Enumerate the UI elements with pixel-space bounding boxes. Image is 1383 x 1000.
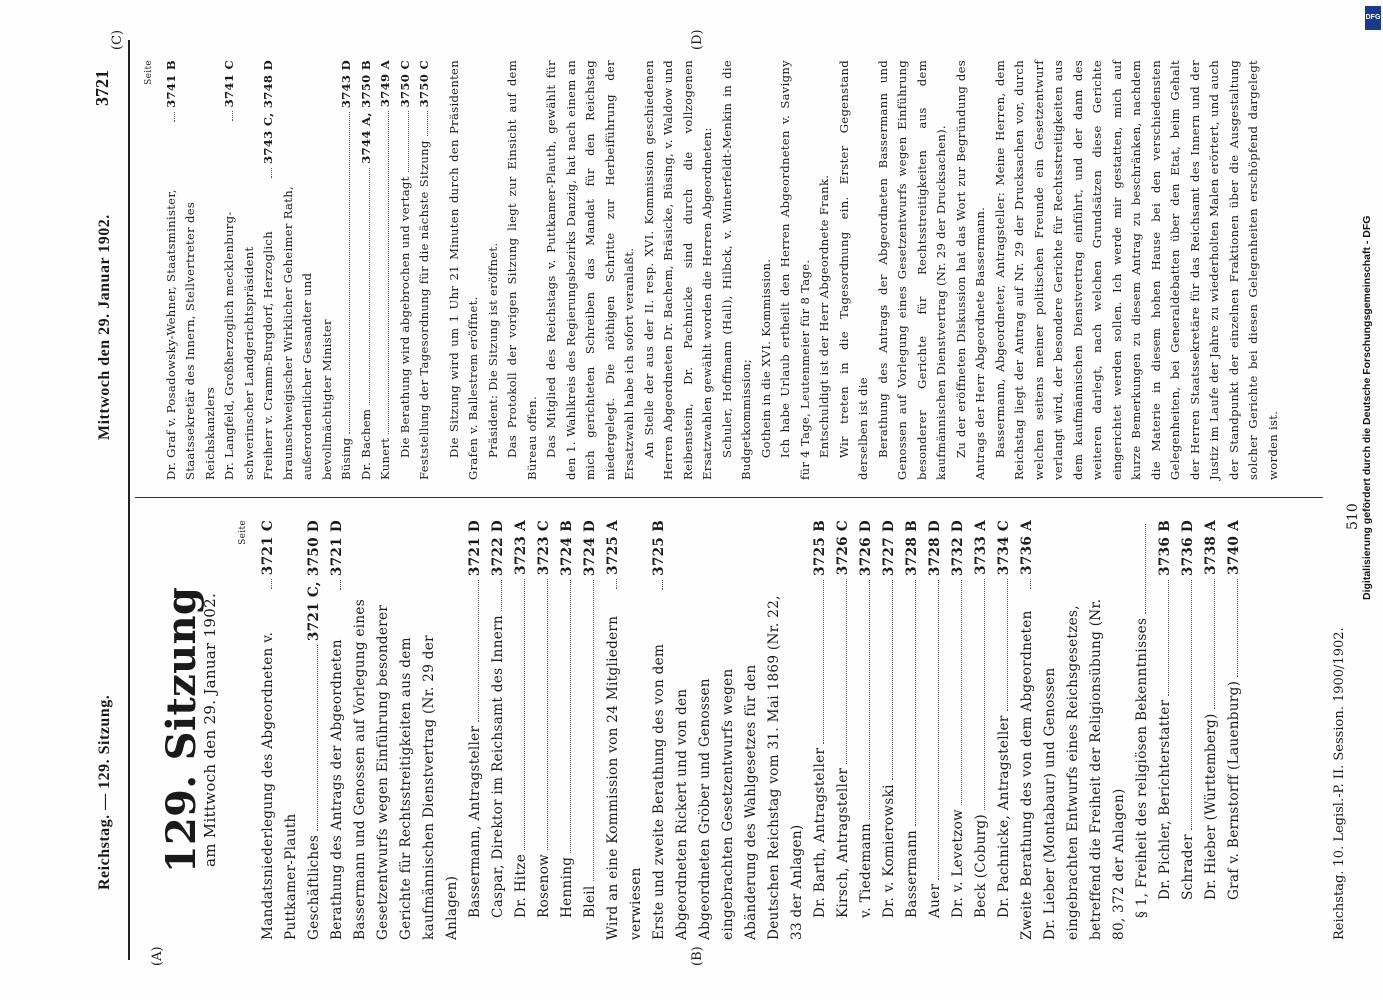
toc-entry-text: Auer — [927, 883, 943, 918]
page-number: 3721 — [92, 70, 112, 106]
leader-dots — [961, 580, 962, 805]
toc-entry-page: 3721 C, 3750 D — [306, 520, 322, 642]
toc-entry-page: 3725 B — [812, 520, 828, 576]
toc-entry — [1131, 520, 1154, 940]
leader-dots — [846, 579, 847, 763]
leader-dots — [369, 168, 370, 405]
leader-dots — [388, 111, 389, 434]
margin-mark-d: (D) — [690, 29, 705, 50]
toc-entry-text: Dr. v. Komierowski — [881, 784, 897, 918]
toc-entry — [832, 520, 855, 940]
toc-entry-text: Bleil — [582, 885, 598, 918]
leader-dots — [524, 579, 525, 850]
toc-entry-text: Bassermann — [904, 829, 920, 918]
toc-entry — [1154, 520, 1177, 940]
toc-entry — [396, 60, 416, 480]
leader-dots — [1214, 579, 1215, 709]
proceedings-paragraph: Die Sitzung wird um 1 Uhr 21 Minuten durch den Präsidenten Grafen v. Ballestrem eröffnet. — [446, 60, 480, 480]
toc-entry-text: Dr. Barth, Antragsteller — [812, 747, 828, 918]
toc-entry — [259, 60, 337, 480]
leader-dots — [662, 580, 663, 590]
toc-entry-text: Dr. Bachem — [358, 408, 373, 480]
proceedings-paragraph: Ich habe Urlaub ertheilt den Herren Abgeordneten v. Savigny für 4 Tage, Leutenmeier für 8 Tage. — [778, 60, 812, 480]
toc-entry-page: 3741 C — [222, 60, 236, 108]
toc-entry — [993, 520, 1016, 940]
toc-entry-page: 3725 A — [605, 520, 621, 575]
proceedings-text — [445, 60, 1284, 480]
toc-entry-text: Kunert — [378, 437, 392, 480]
toc-entry — [970, 520, 993, 940]
leader-dots — [593, 580, 594, 881]
leader-dots — [478, 580, 479, 722]
leader-dots — [984, 579, 985, 810]
leader-dots — [1145, 524, 1146, 614]
toc-entry — [510, 520, 533, 940]
toc-entry-text: Die Berathung wird abgebrochen und vertagt — [397, 176, 412, 458]
toc-entry-page: 3736 A — [1019, 520, 1035, 575]
leader-dots — [271, 168, 272, 178]
signature-number: 510 — [1345, 503, 1361, 530]
toc-entry-text: § 1, Freiheit des religiösen Bekenntnisses — [1134, 617, 1150, 918]
toc-entry-page: 3723 C — [536, 520, 552, 576]
leader-dots — [232, 111, 233, 121]
toc-entry-text: Dr. v. Levetzow — [950, 809, 966, 918]
toc-entry-page: 3733 A — [973, 520, 989, 575]
toc-entry-text: Berathung des Antrags der Abgeordneten Bassermann und Genossen auf Vorlegung eines Gesetzentwurfs wegen Einführung besonderer Gerichte für Rechtsstreitigkeiten aus dem kaufmännischen Dienstvertrag (Nr. 29 der Anlagen) — [329, 598, 460, 940]
toc-entry — [303, 520, 326, 940]
toc-entry — [1200, 520, 1223, 940]
toc-entry-page: 3741 B — [163, 60, 178, 108]
toc-entry-page: 3732 D — [950, 520, 966, 577]
leader-dots — [547, 579, 548, 850]
seite-label: Seite — [238, 520, 248, 545]
toc-entry-text: Büsing — [339, 437, 353, 480]
toc-entry-page: 3736 B — [1157, 520, 1173, 576]
toc-entry-page: 3726 C — [835, 520, 851, 576]
leader-dots — [317, 645, 318, 831]
column-separator — [135, 497, 1323, 498]
leader-dots — [869, 580, 870, 819]
leader-dots — [1191, 580, 1192, 830]
toc-entry-page: 3724 D — [582, 520, 598, 577]
header-date: Mittwoch den 29. Januar 1902. — [96, 214, 113, 440]
margin-mark-c: (C) — [110, 29, 125, 50]
toc-entry-page: 3743 D — [339, 60, 353, 109]
proceedings-paragraph: Schuler, Hoffmann (Hall), Hilbck, v. Winterfeldt-Menkin in die Budgetkommission; — [719, 60, 753, 480]
toc-entry-text: Wird an eine Kommission von 24 Mitgliedern verwiesen — [605, 615, 644, 940]
toc-entry — [855, 520, 878, 940]
page-header — [88, 40, 130, 960]
leader-dots — [349, 112, 350, 433]
proceedings-paragraph: An Stelle der aus der II. resp. XVI. Kommission geschiedenen Herren Abgeordneten Dr. Bachem, Bräsicke, Büsing, v. Waldow und Reibenstein, Dr. Pachnicke sind durch die vollzogenen Ersatzwahlen gewählt worden die Herren Abgeordneten: — [641, 60, 714, 480]
toc-entry — [901, 520, 924, 940]
toc-entry-text: Freiherr v. Cramm-Burgdorf, Herzoglich braunschweigischer Wirklicher Geheimer Rath, außerordentlicher Gesandter und bevollmächtigter Minister — [261, 186, 334, 480]
toc-entry-text: Graf v. Bernstorff (Lauenburg) — [1226, 680, 1242, 900]
leader-dots — [1168, 580, 1169, 696]
toc-entry-page: 3727 D — [881, 520, 897, 577]
leader-dots — [427, 111, 428, 136]
toc-entry — [579, 520, 602, 940]
proceedings-paragraph: Das Mitglied des Reichstags v. Puttkamer-Plauth, gewählt für den 1. Wahlkreis des Regierungsbezirks Danzig, hat nach einem an mich gerichteten Schreiben das Mandat für den Reichstag niedergelegt. Die nöthigen Schritte zur Herbeiführung der Ersatzwahl habe ich sofort veranlaßt. — [544, 60, 636, 480]
leader-dots — [938, 580, 939, 880]
session-subtitle: am Mittwoch den 29. Januar 1902. — [201, 592, 219, 868]
proceedings-paragraph: Wir treten in die Tagesordnung ein. Erster Gegenstand derselben ist die — [836, 60, 870, 480]
proceedings-paragraph: Gothein in die XVI. Kommission. — [758, 258, 773, 458]
toc-entry — [809, 520, 832, 940]
toc-entry-text: Dr. Langfeld, Großherzoglich mecklenburg-schwerinscher Landgerichtspräsident — [222, 211, 256, 480]
toc-entry-page: 3743 C, 3748 D — [261, 60, 275, 164]
header-left: Reichstag. — 129. Sitzung. — [96, 694, 113, 890]
toc-entry-page: 3734 C — [996, 520, 1012, 576]
toc-entry-page: 3749 A — [378, 60, 392, 108]
toc-entry — [556, 520, 579, 940]
toc-entry-text: Schrader — [1180, 834, 1196, 900]
toc-entry-text: Bassermann, Antragsteller — [467, 725, 483, 918]
toc-entry-text: Dr. Graf v. Posadowsky-Wehner, Staatsminister, Staatssekretär des Innern, Stellvertreter des Reichskanzlers — [163, 189, 217, 480]
toc-entry-page: 3728 D — [927, 520, 943, 577]
session-title: 129. Sitzung — [158, 586, 205, 874]
toc-entry-text: Henning — [559, 856, 575, 918]
toc-entry-text: Kirsch, Antragsteller — [835, 767, 851, 918]
toc-entry-page: 3721 D — [467, 520, 483, 577]
toc-entry — [357, 60, 377, 480]
leader-dots — [501, 580, 502, 611]
left-column — [140, 520, 1323, 940]
toc-entry-page: 3721 C — [260, 520, 276, 576]
toc-entry-page: 3725 B — [651, 520, 667, 576]
toc-entry-text: Rosenow — [536, 853, 552, 918]
leader-dots — [1007, 579, 1008, 711]
toc-entry-text: Dr. Hitze — [513, 853, 529, 918]
toc-entry-page: 3726 D — [858, 520, 874, 577]
leader-dots — [340, 580, 341, 590]
leader-dots — [823, 580, 824, 744]
seite-label-right: Seite — [144, 60, 154, 85]
leader-dots — [915, 580, 916, 826]
toc-entry — [602, 520, 648, 940]
toc-entry — [337, 60, 357, 480]
toc-entry-text: Mandatsniederlegung des Abgeordneten v. Puttkamer-Plauth — [260, 631, 299, 940]
toc-entry-text: Geschäftliches — [306, 834, 322, 940]
digitization-text: Digitalisierung gefördert durch die Deutsche Forschungsgemeinschaft - DFG — [1361, 215, 1373, 600]
toc-entry-text: Caspar, Direktor im Reichsamt des Innern — [490, 615, 506, 918]
toc-entry — [376, 60, 396, 480]
leader-dots — [892, 580, 893, 780]
proceedings-paragraph: Entschuldigt ist der Herr Abgeordnete Frank. — [817, 174, 831, 458]
toc-entry-text: v. Tiedemann — [858, 822, 874, 918]
leader-dots — [408, 111, 409, 172]
toc-entry-page: 3750 C — [397, 60, 412, 108]
toc-entry-text: Erste und zweite Berathung des von dem Abgeordneten Rickert und von den Abgeordneten Gröber und Genossen eingebrachten Gesetzentwurfs wegen Abänderung des Wahlgesetzes für den Deutschen Reichstag vom 31. Mai 1869 (Nr. 22, 33 der Anlagen) — [651, 595, 805, 940]
toc-entry — [326, 520, 464, 940]
toc-entry — [878, 520, 901, 940]
digitization-note — [1361, 0, 1383, 1000]
proceedings-paragraph: Berathung des Antrags der Abgeordneten Bassermann und Genossen auf Vorlegung eines Gesetzentwurfs wegen Einführung besonderer Gerichte für Rechtsstreitigkeiten aus dem kaufmännischen Dienstvertrag (Nr. 29 der Drucksachen). — [875, 60, 948, 480]
proceedings-paragraph: Präsident: Die Sitzung ist eröffnet. — [485, 242, 500, 458]
toc-entry-page: 3740 A — [1226, 520, 1242, 575]
toc-entry-page: 3722 D — [490, 520, 506, 577]
leader-dots — [174, 112, 175, 122]
toc-entry-page: 3750 C — [417, 60, 431, 108]
proceedings-paragraph: Bassermann, Abgeordneter, Antragsteller: Meine Herren, dem Reichstag liegt der Antrag auf Nr. 29 der Drucksachen vor, durch welchen seitens meiner politischen Freunde ein Gesetzentwurf verlangt wird, der besondere Gerichte für Rechtsstreitigkeiten aus dem kaufmännischen Dienstvertrag einführt, und der dann des weiteren darlegt, nach welchen Grundsätzen diese Gerichte eingerichtet werden sollen. Ich werde mir gestatten, mich auf kurze Bemerkungen zu diesem Antrag zu beschränken, nachdem die Materie in diesem hohen Hause bei den verschiedensten Gelegenheiten, bei Generaldebatten über den Etat, beim Gehalt der Herren Staatssekretäre für das Reichsamt des Innern und der Justiz im Laufe der Jahre zu wiederholten Malen erörtert, und auch der Standpunkt der einzelnen Fraktionen über die Ausgestaltung solcher Gerichte bei diesen Gelegenheiten erschöpfend dargelegt worden ist. — [992, 60, 1280, 480]
toc-entry — [648, 520, 809, 940]
toc-entry-page: 3723 A — [513, 520, 529, 575]
leader-dots — [1237, 579, 1238, 677]
margin-mark-b: (B) — [690, 946, 705, 966]
table-of-contents-left — [257, 520, 1246, 940]
leader-dots — [570, 580, 571, 853]
toc-entry-page: 3736 D — [1180, 520, 1196, 577]
toc-entry — [220, 60, 259, 480]
toc-entry-text: Dr. Pachnicke, Antragsteller — [996, 715, 1012, 918]
dfg-logo: DFG — [1365, 6, 1381, 30]
proceedings-paragraph: Das Protokoll der vorigen Sitzung liegt zur Einsicht auf dem Büreau offen. — [505, 60, 539, 480]
toc-entry — [533, 520, 556, 940]
toc-entry-page: 3721 D — [329, 520, 345, 577]
right-column — [140, 60, 1323, 480]
leader-dots — [271, 579, 272, 589]
toc-entry — [1016, 520, 1131, 940]
toc-entry — [257, 520, 303, 940]
toc-entry — [1223, 520, 1246, 940]
toc-entry-page: 3728 B — [904, 520, 920, 576]
toc-entry — [415, 60, 435, 480]
leader-dots — [616, 579, 617, 589]
margin-mark-a: (A) — [150, 946, 165, 966]
toc-entry-text: Feststellung der Tagesordnung für die nächste Sitzung — [417, 140, 431, 480]
toc-entry — [1177, 520, 1200, 940]
toc-entry — [464, 520, 487, 940]
toc-entry-page: 3738 A — [1203, 520, 1219, 575]
toc-entry-page: 3744 A, 3750 B — [358, 60, 373, 164]
toc-entry — [487, 520, 510, 940]
footer-note: Reichstag. 10. Legisl.-P. II. Session. 1900/1902. — [1332, 627, 1347, 940]
leader-dots — [1030, 579, 1031, 589]
proceedings-paragraph: Zu der eröffneten Diskussion hat das Wort zur Begründung des Antrags der Herr Abgeordnete Bassermann. — [953, 60, 987, 480]
toc-entry — [924, 520, 947, 940]
toc-entry — [947, 520, 970, 940]
toc-entry-page: 3724 B — [559, 520, 575, 576]
toc-entry-text: Beck (Coburg) — [973, 814, 989, 918]
toc-entry-text: Zweite Berathung des von dem Abgeordneten Dr. Lieber (Montabaur) und Genossen eingebrachten Entwurfs eines Reichsgesetzes, betreffend die Freiheit der Religionsübung (Nr. 80, 372 der Anlagen) — [1019, 598, 1127, 940]
table-of-contents-right — [162, 60, 435, 480]
toc-entry-text: Dr. Hieber (Württemberg) — [1203, 713, 1219, 900]
toc-entry — [162, 60, 221, 480]
toc-entry-text: Dr. Pichler, Berichterstatter — [1157, 699, 1173, 900]
